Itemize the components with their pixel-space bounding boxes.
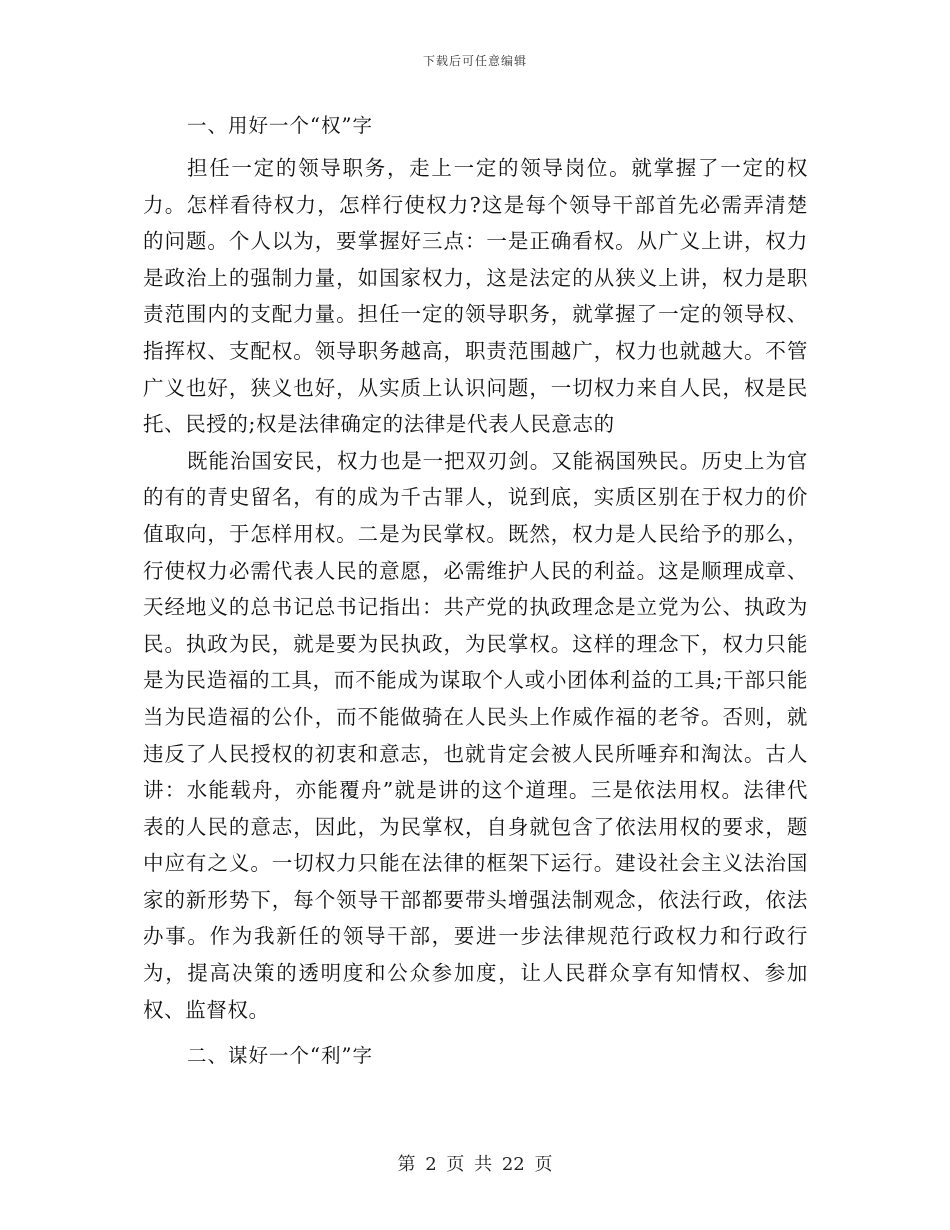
page-header: 下载后可任意编辑 [422, 54, 527, 68]
body-paragraph-2: 既能治国安民，权力也是一把双刃剑。又能祸国殃民。历史上为官的有的青史留名，有的成为千古罪人，说到底，实质区别在于权力的价值取向，于怎样用权。二是为民掌权。既然，权力是人民给予的那么，行使权力必需代表人民的意愿，必需维护人民的利益。这是顺理成章、天经地义的总书记总书记指出：共产党的执政理念是立党为公、执政为民。执政为民，就是要为民执政，为民掌权。这样的理念下，权力只能是为民造福的工具，而不能成为谋取个人或小团体利益的工具;干部只能当为民造福的公仆，而不能做骑在人民头上作威作福的老爷。否则，就违反了人民授权的初衷和意志，也就肯定会被人民所唾弃和淘汰。古人讲：水能载舟，亦能覆舟”就是讲的这个道理。三是依法用权。法律代表的人民的意志，因此，为民掌权，自身就包含了依法用权的要求，题中应有之义。一切权力只能在法律的框架下运行。建设社会主义法治国家的新形势下，每个领导干部都要带头增强法制观念，依法行政，依法办事。作为我新任的领导干部，要进一步法律规范行政权力和行政行为，提高决策的透明度和公众参加度，让人民群众享有知情权、参加权、监督权。 [143, 448, 808, 1022]
body-paragraph-1: 担任一定的领导职务，走上一定的领导岗位。就掌握了一定的权力。怎样看待权力，怎样行使权力?这是每个领导干部首先必需弄清楚的问题。个人以为，要掌握好三点：一是正确看权。从广义上讲，权力是政治上的强制力量，如国家权力，这是法定的从狭义上讲，权力是职责范围内的支配力量。担任一定的领导职务，就掌握了一定的领导权、指挥权、支配权。领导职务越高，职责范围越广，权力也就越大。不管广义也好，狭义也好，从实质上认识问题，一切权力来自人民，权是民托、民授的;权是法律确定的法律是代表人民意志的 [143, 156, 808, 437]
section-heading-1: 一、用好一个“权”字 [187, 114, 373, 137]
document-body [143, 108, 808, 1080]
section-heading-2: 二、谋好一个“利”字 [187, 1044, 373, 1068]
page-number-footer: 第 2 页 共 22 页 [397, 1154, 553, 1175]
